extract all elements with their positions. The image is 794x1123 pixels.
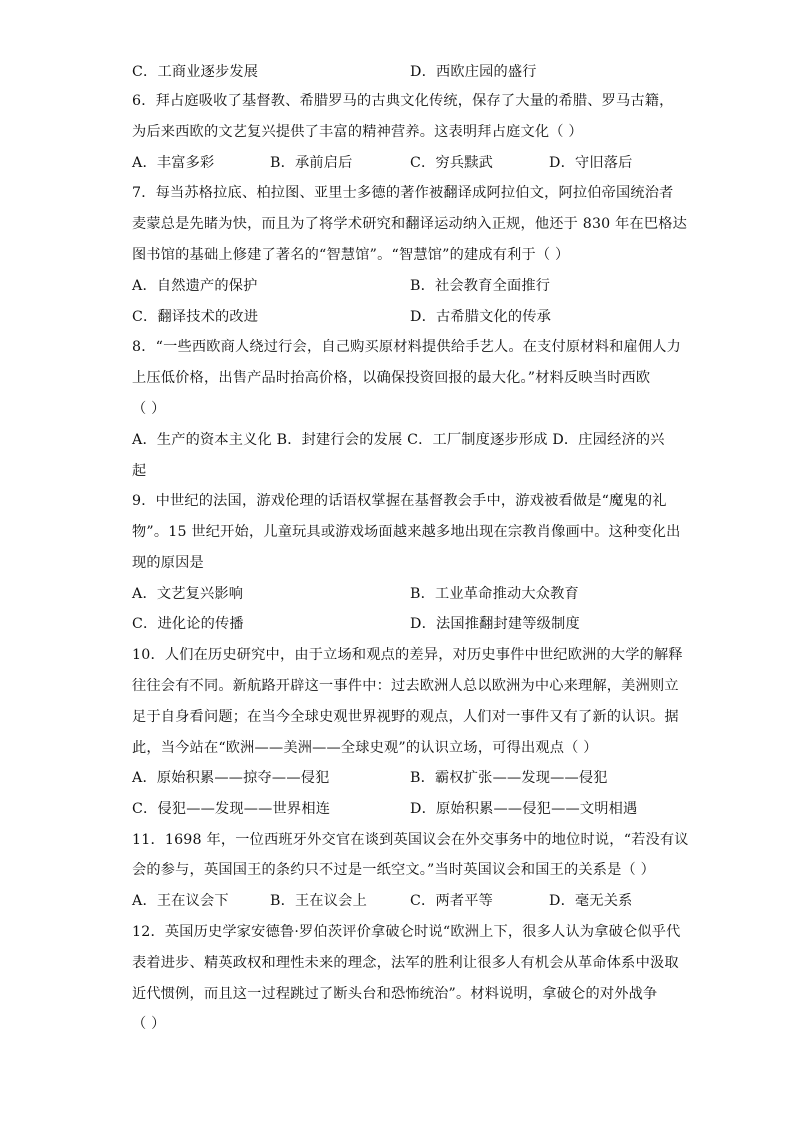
answer-option[interactable]: A．文艺复兴影响 [132,586,244,602]
answer-option[interactable]: B．承前启后 [270,155,353,171]
answer-option[interactable]: C．侵犯——发现——世界相连 [132,801,331,817]
answer-option[interactable]: B．王在议会上 [270,893,367,909]
answer-option[interactable]: D．古希腊文化的传承 [410,309,552,325]
question-text-line: 近代惯例，而且这一过程跳过了断头台和恐怖统治”。材料说明，拿破仑的对外战争 [132,986,658,1002]
question-text-line: 物”。15 世纪开始，儿童玩具或游戏场面越来越多地出现在宗教肖像画中。这种变化出 [132,524,681,540]
question-text-line: 图书馆的基础上修建了著名的“智慧馆”。“智慧馆”的建成有利于（ ） [132,247,570,263]
answer-option[interactable]: D．毫无关系 [549,893,633,909]
answer-option[interactable]: B．霸权扩张——发现——侵犯 [410,770,608,786]
question-text-line: 现的原因是 [132,555,204,571]
question-text-line: 足于自身看问题；在当今全球史观世界视野的观点，人们对一事件又有了新的认识。据 [132,709,679,725]
question-text-line: 此，当今站在“欧洲——美洲——全球史观”的认识立场，可得出观点（ ） [132,740,598,756]
answer-option[interactable]: D．法国推翻封建等级制度 [410,616,580,632]
answer-option[interactable]: B．工业革命推动大众教育 [410,586,579,602]
question-text-line: 表着进步、精英政权和理性未来的理念，法军的胜利让很多人有机会从革命体系中汲取 [132,955,679,971]
question-text-line: A．生产的资本主义化 B．封建行会的发展 C．工厂制度逐步形成 D．庄园经济的兴 [132,432,665,448]
answer-option[interactable]: D．原始积累——侵犯——文明相遇 [410,801,638,817]
answer-option[interactable]: D．守旧落后 [549,155,633,171]
answer-option[interactable]: A．原始积累——掠夺——侵犯 [132,770,330,786]
question-text-line: 麦蒙总是先睹为快，而且为了将学术研究和翻译运动纳入正规，他还于 830 年在巴格达 [132,216,688,232]
answer-option[interactable]: C．进化论的传播 [132,616,244,632]
question-text-line: （ ） [132,1016,166,1032]
answer-option[interactable]: A．王在议会下 [132,893,229,909]
question-text-line: 往往会有不同。新航路开辟这一事件中：过去欧洲人总以欧洲为中心来理解，美洲则立 [132,678,679,694]
question-text-line: 上压低价格，出售产品时抬高价格，以确保投资回报的最大化。”材料反映当时西欧 [132,370,651,386]
answer-option[interactable]: D．西欧庄园的盛行 [410,64,537,80]
answer-option[interactable]: C．穷兵黩武 [410,155,493,171]
question-text-line: 会的参与，英国国王的条约只不过是一纸空文。”当时英国议会和国王的关系是（ ） [132,862,656,878]
question-text-line: （ ） [132,401,166,417]
question-text-line: 6．拜占庭吸收了基督教、希腊罗马的古典文化传统，保存了大量的希腊、罗马古籍， [132,93,674,109]
question-text-line: 8．“一些西欧商人绕过行会，自己购买原材料提供给手艺人。在支付原材料和雇佣人力 [132,339,682,355]
answer-option[interactable]: C．翻译技术的改进 [132,309,259,325]
answer-option[interactable]: C．工商业逐步发展 [132,64,259,80]
answer-option[interactable]: A．丰富多彩 [132,155,215,171]
question-text-line: 为后来西欧的文艺复兴提供了丰富的精神营养。这表明拜占庭文化（ ） [132,124,583,140]
question-text-line: 11．1698 年，一位西班牙外交官在谈到英国议会在外交事务中的地位时说，“若没有议 [132,832,689,848]
answer-option[interactable]: C．两者平等 [410,893,493,909]
question-text-line: 10．人们在历史研究中，由于立场和观点的差异，对历史事件中世纪欧洲的大学的解释 [132,647,683,663]
answer-option[interactable]: B．社会教育全面推行 [410,278,551,294]
question-text-line: 7．每当苏格拉底、柏拉图、亚里士多德的著作被翻译成阿拉伯文，阿拉伯帝国统治者 [132,185,674,201]
question-text-line: 起 [132,463,147,479]
answer-option[interactable]: A．自然遗产的保护 [132,278,258,294]
question-text-line: 12．英国历史学家安德鲁·罗伯茨评价拿破仑时说“欧洲上下，很多人认为拿破仑似乎代 [132,924,681,940]
question-text-line: 9．中世纪的法国，游戏伦理的话语权掌握在基督教会手中，游戏被看做是“魔鬼的礼 [132,493,667,509]
